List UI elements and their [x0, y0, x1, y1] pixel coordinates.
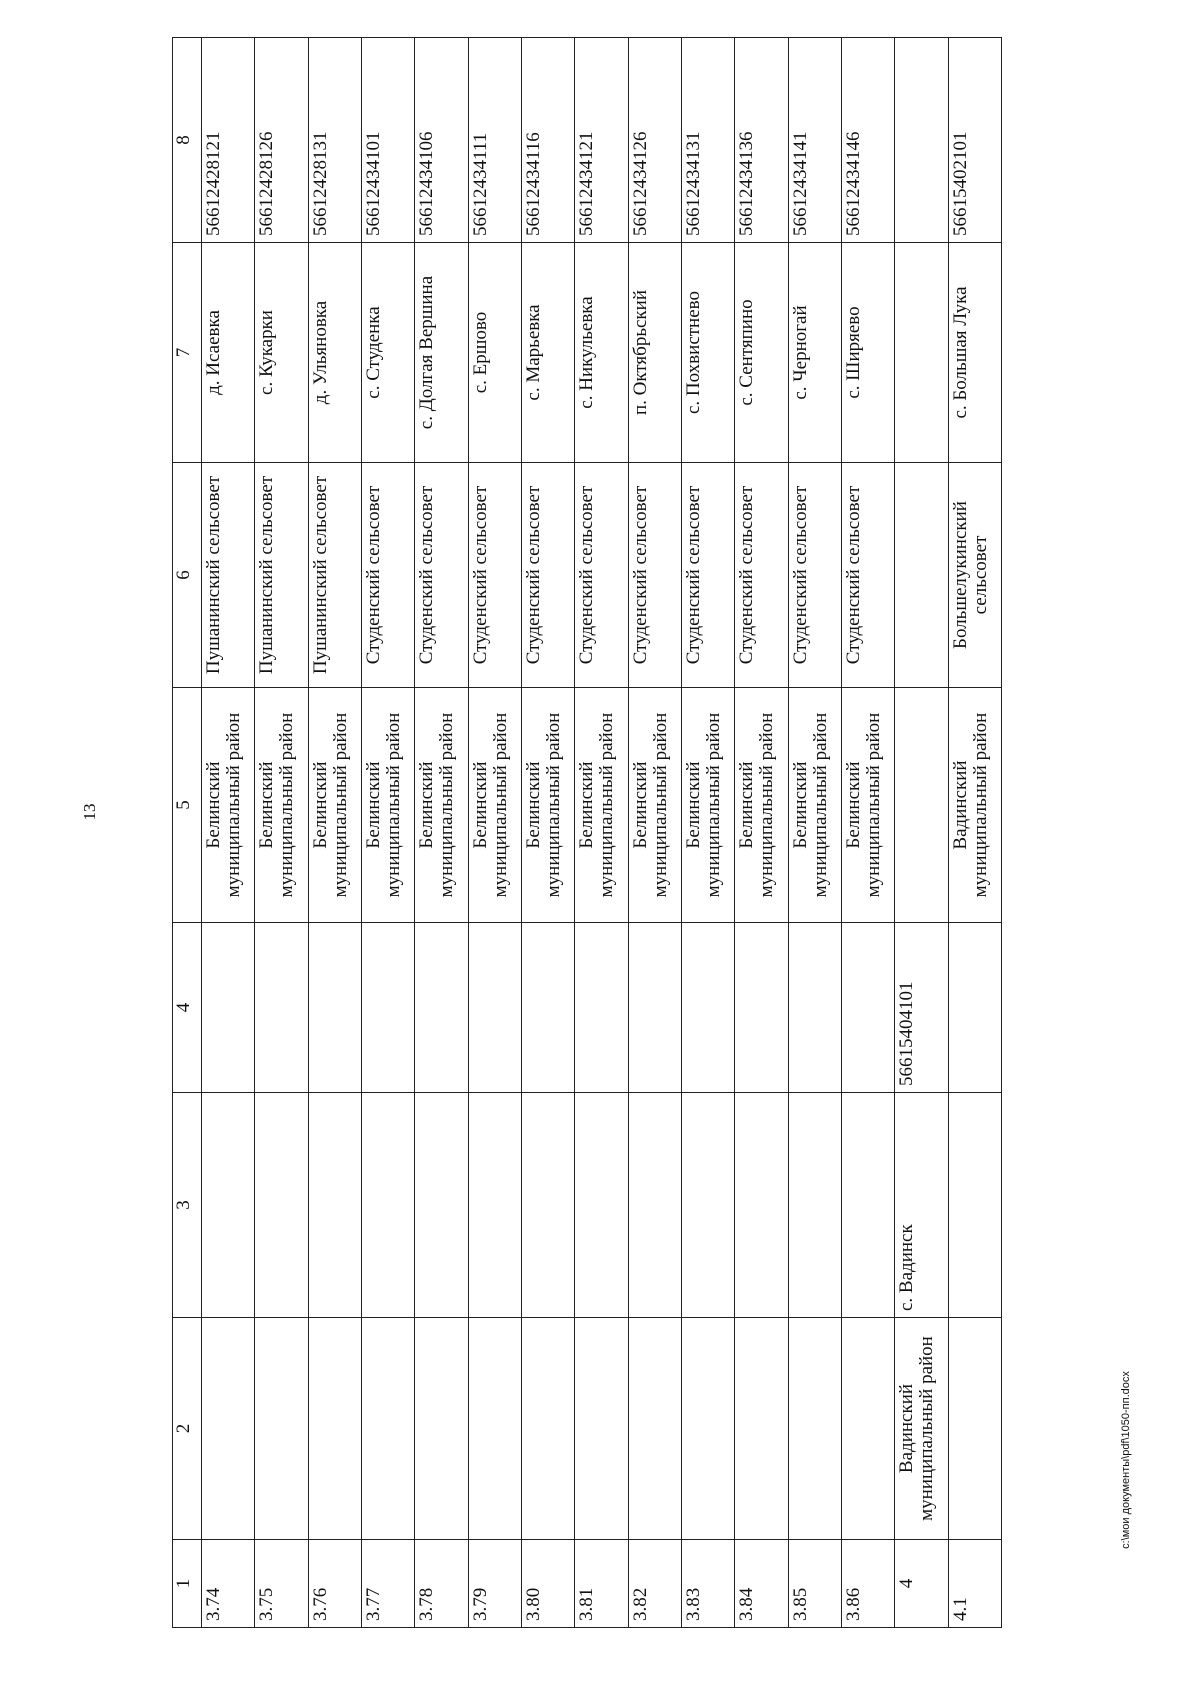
cell-oktmo: 56612434101	[361, 38, 414, 243]
cell-center	[415, 1093, 468, 1318]
cell-code	[415, 923, 468, 1093]
cell-center	[628, 1093, 681, 1318]
cell-district	[255, 1318, 308, 1540]
cell-oktmo: 56612434111	[468, 38, 521, 243]
cell-municipal-district: Белинский муниципальный район	[681, 688, 734, 923]
cell-oktmo: 56612434126	[628, 38, 681, 243]
cell-municipal-district: Белинский муниципальный район	[628, 688, 681, 923]
cell-district	[361, 1318, 414, 1540]
cell-center	[521, 1093, 574, 1318]
cell-locality: с. Сентяпино	[735, 243, 788, 463]
cell-settlement: Студенский сельсовет	[468, 463, 521, 688]
cell-settlement: Студенский сельсовет	[415, 463, 468, 688]
cell-oktmo: 56612434106	[415, 38, 468, 243]
cell-oktmo: 56615402101	[948, 38, 1001, 243]
cell-number: 3.83	[681, 1540, 734, 1628]
col-header-8: 8	[173, 38, 202, 243]
cell-municipal-district: Белинский муниципальный район	[521, 688, 574, 923]
cell-code	[735, 923, 788, 1093]
cell-code	[521, 923, 574, 1093]
cell-number: 3.79	[468, 1540, 521, 1628]
cell-locality: с. Похвистнево	[681, 243, 734, 463]
cell-code	[575, 923, 628, 1093]
col-header-7: 7	[173, 243, 202, 463]
cell-district	[841, 1318, 894, 1540]
table-row	[361, 38, 414, 1628]
cell-oktmo: 56612434136	[735, 38, 788, 243]
cell-code	[202, 923, 255, 1093]
cell-settlement: Пушанинский сельсовет	[202, 463, 255, 688]
cell-center	[255, 1093, 308, 1318]
cell-locality: с. Долгая Вершина	[415, 243, 468, 463]
table-row	[735, 38, 788, 1628]
page-number: 13	[80, 803, 99, 821]
cell-number: 3.76	[308, 1540, 361, 1628]
cell-center	[948, 1093, 1001, 1318]
cell-municipal-district: Вадинский муниципальный район	[948, 688, 1001, 923]
cell-code	[841, 923, 894, 1093]
cell-district	[468, 1318, 521, 1540]
cell-center	[788, 1093, 841, 1318]
cell-municipal-district: Белинский муниципальный район	[308, 688, 361, 923]
cell-municipal-district: Белинский муниципальный район	[735, 688, 788, 923]
table-row	[415, 38, 468, 1628]
cell-municipal-district: Белинский муниципальный район	[415, 688, 468, 923]
cell-number: 3.75	[255, 1540, 308, 1628]
cell-district	[521, 1318, 574, 1540]
table-row	[468, 38, 521, 1628]
cell-district	[202, 1318, 255, 1540]
cell-settlement: Большелукинский сельсовет	[948, 463, 1001, 688]
cell-oktmo	[895, 38, 948, 243]
cell-code	[308, 923, 361, 1093]
cell-district	[308, 1318, 361, 1540]
cell-oktmo: 56612428121	[202, 38, 255, 243]
cell-locality: д. Исаевка	[202, 243, 255, 463]
cell-district	[415, 1318, 468, 1540]
cell-settlement: Пушанинский сельсовет	[255, 463, 308, 688]
table-row	[628, 38, 681, 1628]
cell-district	[948, 1318, 1001, 1540]
cell-settlement: Студенский сельсовет	[788, 463, 841, 688]
table-row	[841, 38, 894, 1628]
cell-locality: с. Студенка	[361, 243, 414, 463]
cell-center	[308, 1093, 361, 1318]
cell-center	[361, 1093, 414, 1318]
cell-settlement: Студенский сельсовет	[841, 463, 894, 688]
cell-code	[361, 923, 414, 1093]
cell-number: 3.81	[575, 1540, 628, 1628]
cell-municipal-district: Белинский муниципальный район	[202, 688, 255, 923]
cell-oktmo: 56612434141	[788, 38, 841, 243]
cell-locality: с. Большая Лука	[948, 243, 1001, 463]
col-header-6: 6	[173, 463, 202, 688]
cell-oktmo: 56612434121	[575, 38, 628, 243]
header-row	[173, 38, 202, 1628]
cell-oktmo: 56612434146	[841, 38, 894, 243]
cell-locality: с. Кукарки	[255, 243, 308, 463]
cell-number: 4	[895, 1540, 948, 1628]
cell-district	[575, 1318, 628, 1540]
cell-district	[735, 1318, 788, 1540]
cell-oktmo: 56612434116	[521, 38, 574, 243]
cell-code	[948, 923, 1001, 1093]
cell-center	[841, 1093, 894, 1318]
rotated-table-container	[172, 38, 1002, 1628]
cell-number: 3.82	[628, 1540, 681, 1628]
cell-locality: с. Марьевка	[521, 243, 574, 463]
cell-center	[468, 1093, 521, 1318]
cell-locality: д. Ульяновка	[308, 243, 361, 463]
cell-locality	[895, 243, 948, 463]
col-header-4: 4	[173, 923, 202, 1093]
cell-locality: с. Черногай	[788, 243, 841, 463]
cell-district	[681, 1318, 734, 1540]
cell-number: 3.74	[202, 1540, 255, 1628]
cell-code	[468, 923, 521, 1093]
cell-locality: п. Октябрьский	[628, 243, 681, 463]
cell-municipal-district: Белинский муниципальный район	[468, 688, 521, 923]
cell-number: 3.85	[788, 1540, 841, 1628]
table-row	[788, 38, 841, 1628]
cell-number: 3.78	[415, 1540, 468, 1628]
cell-center	[735, 1093, 788, 1318]
table-row-district	[895, 38, 948, 1628]
cell-municipal-district: Белинский муниципальный район	[255, 688, 308, 923]
cell-settlement: Студенский сельсовет	[628, 463, 681, 688]
col-header-1: 1	[173, 1540, 202, 1628]
cell-code	[628, 923, 681, 1093]
cell-settlement: Студенский сельсовет	[735, 463, 788, 688]
cell-municipal-district: Белинский муниципальный район	[575, 688, 628, 923]
table-row	[255, 38, 308, 1628]
cell-settlement	[895, 463, 948, 688]
cell-settlement: Пушанинский сельсовет	[308, 463, 361, 688]
cell-number: 3.86	[841, 1540, 894, 1628]
cell-code: 56615404101	[895, 923, 948, 1093]
cell-center	[575, 1093, 628, 1318]
settlements-table	[172, 37, 1002, 1628]
cell-number: 4.1	[948, 1540, 1001, 1628]
cell-settlement: Студенский сельсовет	[575, 463, 628, 688]
cell-number: 3.77	[361, 1540, 414, 1628]
cell-code	[255, 923, 308, 1093]
cell-municipal-district: Белинский муниципальный район	[841, 688, 894, 923]
cell-district	[788, 1318, 841, 1540]
table-row	[308, 38, 361, 1628]
cell-municipal-district: Белинский муниципальный район	[788, 688, 841, 923]
table-row	[521, 38, 574, 1628]
cell-settlement: Студенский сельсовет	[361, 463, 414, 688]
col-header-2: 2	[173, 1318, 202, 1540]
cell-municipal-district	[895, 688, 948, 923]
col-header-3: 3	[173, 1093, 202, 1318]
cell-locality: с. Ершово	[468, 243, 521, 463]
cell-oktmo: 56612428131	[308, 38, 361, 243]
table-row	[575, 38, 628, 1628]
cell-code	[681, 923, 734, 1093]
cell-locality: с. Никульевка	[575, 243, 628, 463]
table-row	[948, 38, 1001, 1628]
cell-municipal-district: Белинский муниципальный район	[361, 688, 414, 923]
cell-center	[202, 1093, 255, 1318]
cell-oktmo: 56612434131	[681, 38, 734, 243]
table-row	[202, 38, 255, 1628]
cell-number: 3.84	[735, 1540, 788, 1628]
cell-locality: с. Ширяево	[841, 243, 894, 463]
cell-center	[681, 1093, 734, 1318]
cell-code	[788, 923, 841, 1093]
cell-oktmo: 56612428126	[255, 38, 308, 243]
cell-settlement: Студенский сельсовет	[521, 463, 574, 688]
cell-number: 3.80	[521, 1540, 574, 1628]
cell-district	[628, 1318, 681, 1540]
footer-file-path: c:\мои документы\pdf\1050-пп.docx	[1120, 1371, 1132, 1549]
table-row	[681, 38, 734, 1628]
cell-center: с. Вадинск	[895, 1093, 948, 1318]
cell-settlement: Студенский сельсовет	[681, 463, 734, 688]
cell-district: Вадинский муниципальный район	[895, 1318, 948, 1540]
col-header-5: 5	[173, 688, 202, 923]
